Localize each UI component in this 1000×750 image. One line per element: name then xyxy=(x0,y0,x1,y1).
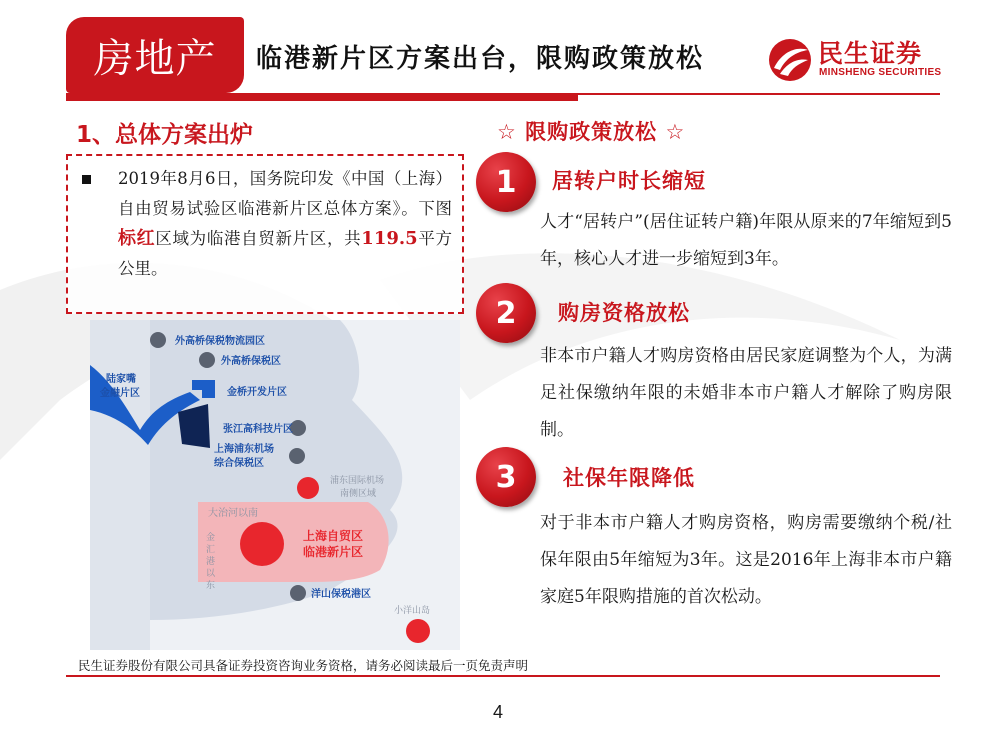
page-number: 4 xyxy=(493,702,504,722)
policy-item-text: 对于非本市户籍人才购房资格，购房需要缴纳个税/社保年限由5年缩短为3年。这是2016年上海非本市户籍家庭5年限购措施的首次松动。 xyxy=(540,513,952,607)
map-label: 临港新片区 xyxy=(303,545,364,559)
category-tag: 房地产 xyxy=(66,17,244,93)
section-heading: 1、总体方案出炉 xyxy=(76,122,254,148)
policy-item-text: 人才“居转户”(居住证转户籍)年限从原来的7年缩短到5年，核心人才进一步缩短到3年。 xyxy=(540,212,952,269)
highlight-area-number: 119.5 xyxy=(361,228,418,249)
summary-box xyxy=(66,154,464,314)
map-label: 南侧区域 xyxy=(340,489,377,499)
lingang-map xyxy=(90,320,460,650)
logo-text-cn: 民生证券 xyxy=(818,39,923,68)
map-label: 外高桥保税区 xyxy=(221,356,281,367)
summary-text xyxy=(118,164,452,284)
policy-heading: ☆ 限购政策放松 ☆ xyxy=(497,120,686,144)
map-label: 金桥开发片区 xyxy=(227,387,287,398)
header-divider xyxy=(66,93,940,95)
map-label: 汇 xyxy=(206,545,216,555)
number-badge-2: 2 xyxy=(476,283,536,343)
policy-item-title: 购房资格放松 xyxy=(558,301,690,325)
map-dot-pudong-airport xyxy=(289,448,305,464)
map-label: 小洋山岛 xyxy=(394,606,431,616)
map-label: 大治河以南 xyxy=(208,508,258,519)
summary-text-part: 区域为临港自贸新片区，共 xyxy=(155,229,362,248)
bullet-square-icon xyxy=(82,175,91,184)
summary-text-part: 平方公里。 xyxy=(118,229,452,278)
highlight-red-word: 标红 xyxy=(118,228,156,249)
map-dot-south-side xyxy=(297,477,319,499)
map-label: 东 xyxy=(206,581,216,591)
map-dot-waigaoqiao-bonded xyxy=(199,352,215,368)
map-label: 以 xyxy=(206,569,216,579)
map-label: 陆家嘴 xyxy=(106,374,136,385)
map-label: 浦东国际机场 xyxy=(330,476,385,486)
map-label: 张江高科技片区 xyxy=(223,424,293,435)
minsheng-logo xyxy=(768,36,944,86)
map-label: 外高桥保税物流园区 xyxy=(175,336,265,347)
number-badge-3: 3 xyxy=(476,447,536,507)
minsheng-logo-icon xyxy=(768,38,812,82)
disclaimer-text: 民生证券股份有限公司具备证券投资咨询业务资格，请务必阅读最后一页免责声明 xyxy=(78,658,529,673)
footer-divider xyxy=(66,675,940,677)
policy-item-text: 非本市户籍人才购房资格由居民家庭调整为个人，为满足社保缴纳年限的未婚非本市户籍人才解除了购房限制。 xyxy=(540,346,952,440)
number-badge-1: 1 xyxy=(476,152,536,212)
policy-item-title: 居转户时长缩短 xyxy=(552,169,706,193)
map-dot-xiaoyangshan xyxy=(406,619,430,643)
map-label: 上海浦东机场 xyxy=(214,444,274,455)
map-label: 上海自贸区 xyxy=(303,529,364,543)
map-label: 金融片区 xyxy=(100,388,140,399)
logo-text-en: MINSHENG SECURITIES xyxy=(819,67,942,78)
map-dot-waigaoqiao-logistics xyxy=(150,332,166,348)
map-label: 综合保税区 xyxy=(214,458,264,469)
map-label: 港 xyxy=(206,557,216,567)
page-title: 临港新片区方案出台，限购政策放松 xyxy=(256,44,705,74)
map-label: 金 xyxy=(206,533,216,543)
map-dot-lingang xyxy=(240,522,284,566)
map-dot-yangshan xyxy=(290,585,306,601)
policy-item-title: 社保年限降低 xyxy=(563,466,695,490)
summary-text-part: 2019年8月6日，国务院印发《中国（上海）自由贸易试验区临港新片区总体方案》。下图 xyxy=(118,169,452,218)
map-label: 洋山保税港区 xyxy=(311,589,371,600)
